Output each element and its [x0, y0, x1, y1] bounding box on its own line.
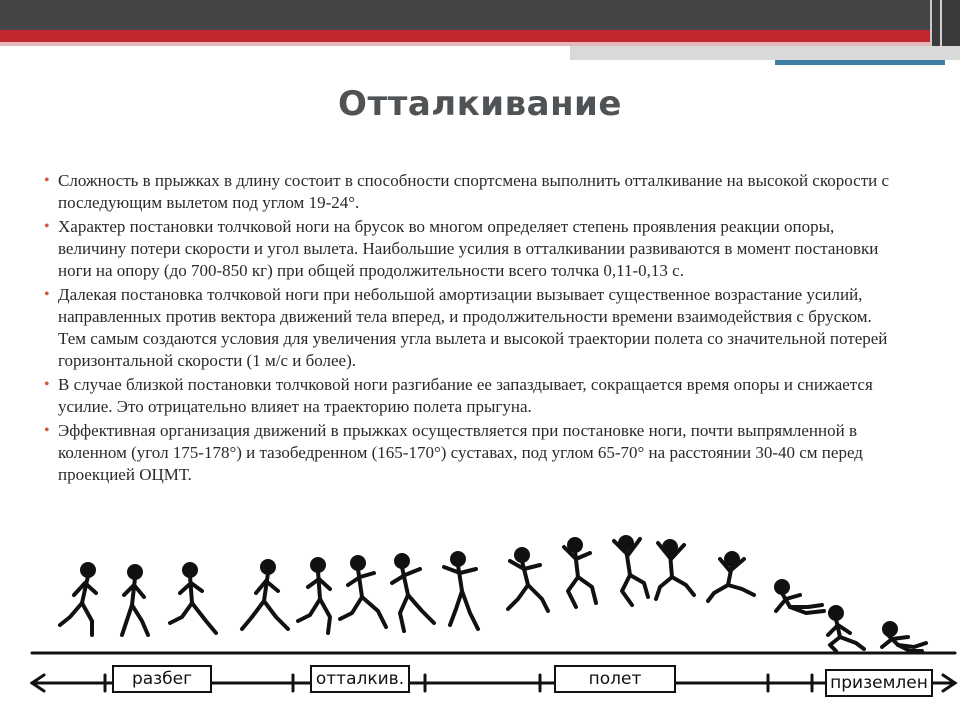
bullet-item: • Далекая постановка толчковой ноги при небольшой амортизации вызывает существенное возрастание усилий, направленных против вектора движений тела вперед, и продолжительности времени взаимодействия с бруском. Тем самым создаются условия для увеличения угла вылета и высокой траектории полета со значительной потерей горизонтальной скорости (1 м/с и более).	[44, 284, 904, 372]
athlete-figure	[298, 559, 330, 633]
header-bar	[0, 0, 960, 30]
athlete-figure	[614, 537, 648, 605]
athlete-figure	[708, 553, 754, 601]
header-accent-grey	[570, 46, 960, 60]
athlete-figure	[444, 553, 478, 629]
slide-title: Отталкивание	[338, 84, 622, 124]
athlete-figure	[392, 555, 434, 631]
phase-label-landing: приземлен	[825, 669, 933, 697]
athlete-figure	[828, 607, 864, 651]
athlete-figure	[60, 564, 96, 635]
phase-label-run-up: разбег	[112, 665, 212, 693]
athlete-figure	[508, 549, 548, 611]
bullet-item: • Эффективная организация движений в прыжках осуществляется при постановке ноги, почти выпрямленной в коленном (угол 175-178°) и тазобедренном (165-170°) суставах, под углом 65-70° на расстоянии 30-40 см перед проекцией ОЦМТ.	[44, 420, 904, 486]
athlete-figure	[882, 623, 926, 651]
bullet-item: • Характер постановки толчковой ноги на брусок во многом определяет степень проявления реакции опоры, величину потери скорости и угол вылета. Наибольшие усилия в отталкивании развиваются в момент постановки ноги на опору (до 700-850 кг) при общей продолжительности всего толчка 0,11-0,13 с.	[44, 216, 904, 282]
athlete-figure	[170, 564, 216, 633]
header-accent-blue	[775, 60, 945, 65]
long-jump-phases-figure	[30, 525, 960, 720]
athlete-figure	[242, 561, 288, 629]
header-corner-decoration	[930, 0, 960, 46]
athlete-figure	[656, 541, 694, 599]
phase-label-takeoff: отталкив.	[310, 665, 410, 693]
header-accent-red	[0, 30, 960, 42]
bullet-item: • Сложность в прыжках в длину состоит в способности спортсмена выполнить отталкивание на высокой скорости с последующим вылетом под углом 19-24°.	[44, 170, 904, 214]
bullet-item: • В случае близкой постановки толчковой ноги разгибание ее запаздывает, сокращается время опоры и снижается усилие. Это отрицательно влияет на траекторию полета прыгуна.	[44, 374, 904, 418]
athlete-figure	[122, 566, 148, 635]
athlete-figure	[776, 581, 824, 613]
bullet-list	[44, 170, 904, 488]
athlete-figure	[564, 539, 596, 607]
athlete-figure	[340, 557, 386, 627]
phase-label-flight: полет	[554, 665, 676, 693]
